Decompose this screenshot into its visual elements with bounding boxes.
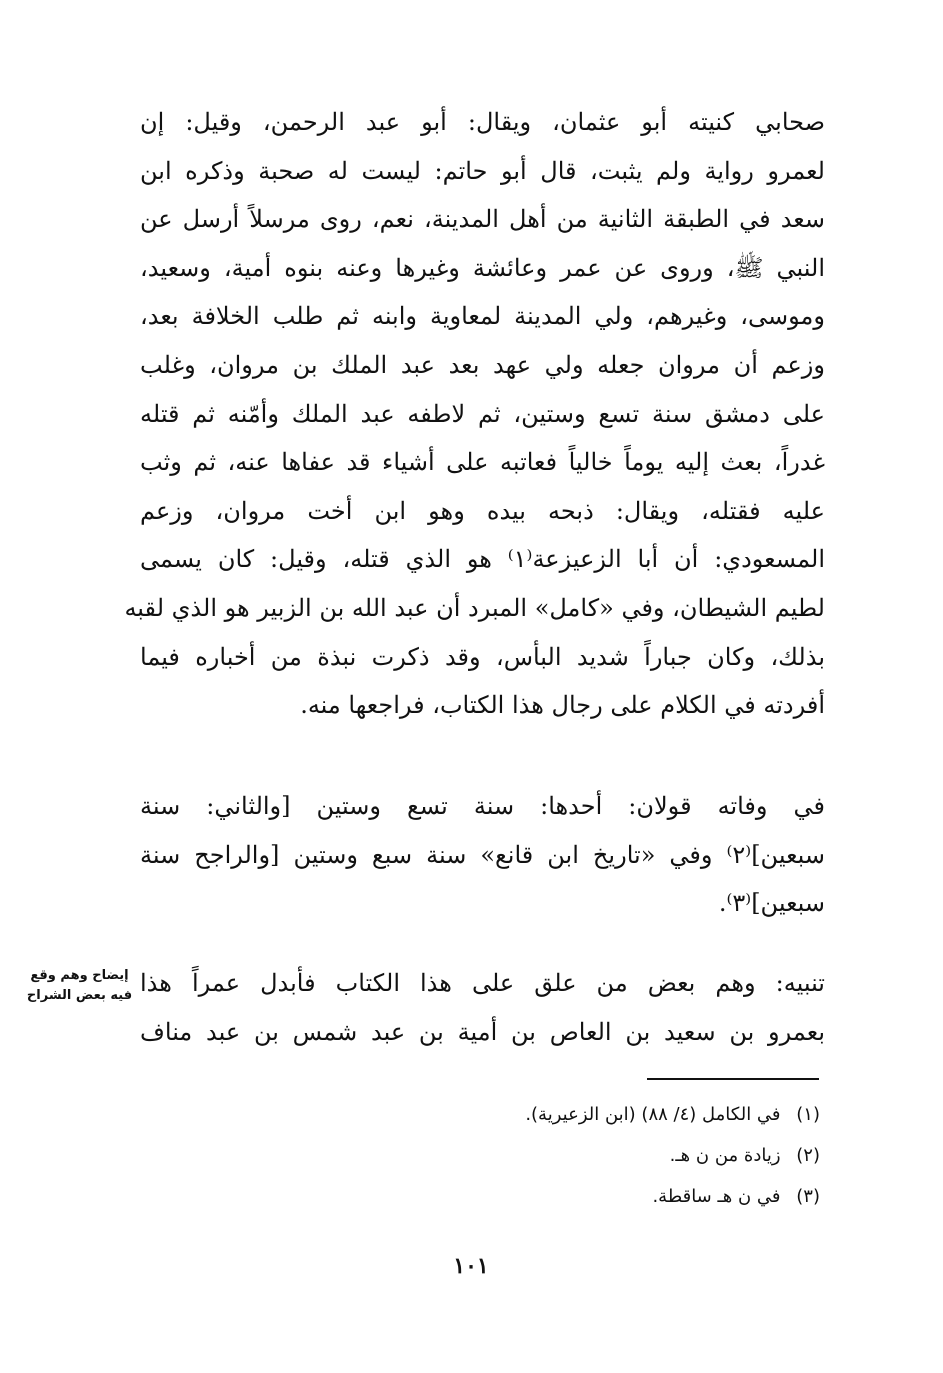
footnote-number: (١) xyxy=(796,1104,820,1125)
text-line: في وفاته قولان: أحدها: سنة تسع وستين [والثاني: سنة xyxy=(140,792,825,820)
paragraph-biography xyxy=(124,98,825,730)
text-line: وزعم أن مروان جعله ولي عهد بعد عبد الملك بن مروان، وغلب xyxy=(140,350,825,379)
paragraph-note xyxy=(140,959,825,1056)
footnote-1 xyxy=(400,1094,820,1135)
footnote-number: (٢) xyxy=(796,1145,820,1166)
page-number: ١٠١ xyxy=(453,1253,489,1279)
text-line: سبعين]⁽٢⁾ وفي «تاريخ ابن قانع» سنة سبع وستين [والراجح سنة xyxy=(140,840,825,869)
text-line: لطيم الشيطان، وفي «كامل» المبرد أن عبد الله بن الزبير هو الذي لقبه xyxy=(124,593,825,622)
footnote-text: زيادة من ن هـ. xyxy=(669,1145,781,1166)
text-line: صحابي كنيته أبو عثمان، ويقال: أبو عبد الرحمن، وقيل: إن xyxy=(140,108,825,136)
text-line: عليه فقتله، ويقال: ذبحه بيده وهو ابن أخت مروان، وزعم xyxy=(140,496,825,525)
footnote-3 xyxy=(400,1176,820,1217)
text-line: تنبيه: وهم بعض من علق على هذا الكتاب فأبدل عمراً هذا xyxy=(140,969,825,997)
text-line: لعمرو رواية ولم يثبت، قال أبو حاتم: ليست له صحبة وذكره ابن xyxy=(140,156,825,185)
text-line: سعد في الطبقة الثانية من أهل المدينة، نعم، روى مرسلاً أرسل عن xyxy=(140,205,825,234)
paragraph-death xyxy=(140,782,825,928)
margin-note-line: فيه بعض الشراح xyxy=(26,988,133,1003)
text-line: أفردته في الكلام على رجال هذا الكتاب، فراجعها منه. xyxy=(300,691,825,720)
text-line: غدراً، بعث إليه يوماً خالياً فعاتبه على أشياء قد عفاها عنه، ثم وثب xyxy=(140,448,825,477)
footnote-2 xyxy=(400,1135,820,1176)
text-line: بذلك، وكان جباراً شديد البأس، وقد ذكرت نبذة من أخباره فيما xyxy=(140,642,825,671)
footnote-divider xyxy=(647,1078,819,1080)
text-line: وموسى، وغيرهم، ولي المدينة لمعاوية وابنه ثم طلب الخلافة بعد، xyxy=(140,302,825,331)
text-line: بعمرو بن سعيد بن العاص بن أمية بن عبد شمس بن عبد مناف xyxy=(140,1017,825,1046)
text-line: على دمشق سنة تسع وستين، ثم لاطفه عبد الملك وأمّنه ثم قتله xyxy=(140,399,825,428)
footnote-text: في ن هـ ساقطة. xyxy=(652,1186,781,1207)
text-line: سبعين]⁽٣⁾. xyxy=(718,889,825,918)
footnote-number: (٣) xyxy=(796,1186,820,1207)
margin-note-line: إيضاح وهم وقع xyxy=(30,968,129,983)
margin-note xyxy=(22,966,137,1006)
text-line: المسعودي: أن أبا الزعيزعة⁽١⁾ هو الذي قتله، وقيل: كان يسمى xyxy=(140,545,825,574)
footnotes xyxy=(400,1094,820,1217)
footnote-text: في الكامل (٤/ ٨٨) (ابن الزعيرية). xyxy=(525,1104,781,1125)
text-line: النبي ﷺ، وروى عن عمر وعائشة وغيرها وعنه بنوه أمية، وسعيد، xyxy=(140,253,825,282)
